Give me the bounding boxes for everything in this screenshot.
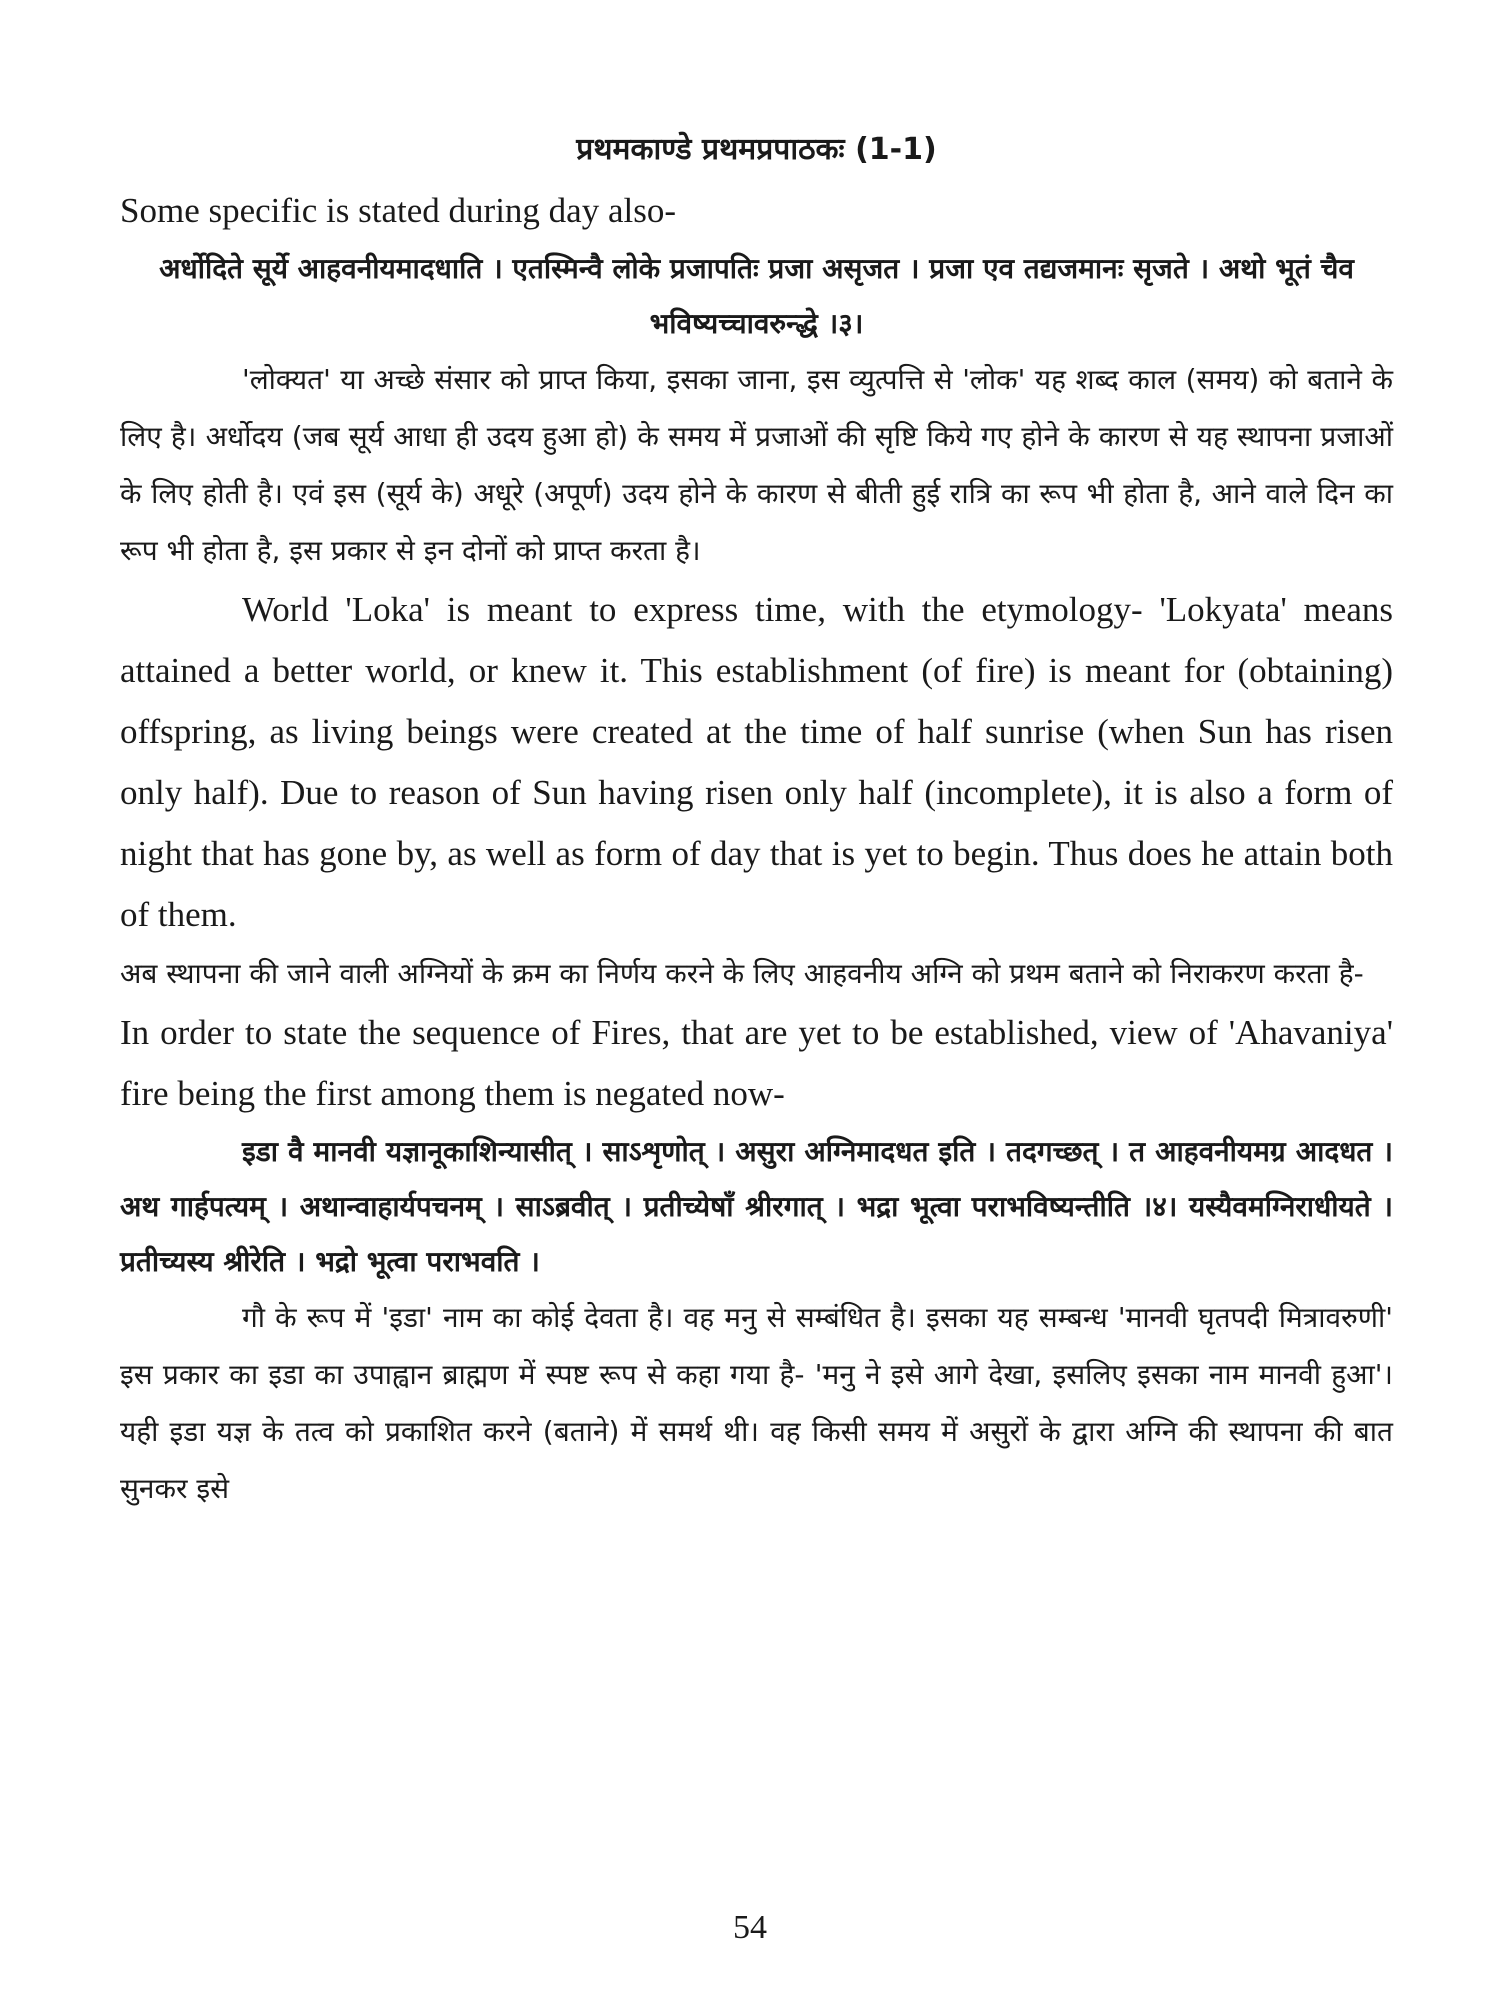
sanskrit-mantra-4: इडा वै मानवी यज्ञानूकाशिन्यासीत् । साऽशृणोत् । असुरा अग्निमादधत इति । तदगच्छत् । त आहवनीयमग्र आदधत । अथ गार्हपत्यम् । अथान्वाहार्यपचनम् । साऽब्रवीत् । प्रतीच्येषाँ श्रीरगात् । भद्रा भूत्वा पराभविष्यन्तीति ।४। यस्यैवमग्निराधीयते । प्रतीच्यस्य श्रीरेति । भद्रो भूत्वा पराभवति । <box>120 1135 1393 1278</box>
english-commentary-1: World 'Loka' is meant to express time, with the etymology- 'Lokyata' means attained a better world, or knew it. This establishment (of fire) is meant for (obtaining) offspring, as living beings were created at the time of half sunrise (when Sun has risen only half). Due to reason of Sun having risen only half (incomplete), it is also a form of night that has gone by, as well as form of day that is yet to begin. Thus does he attain both of them. <box>120 590 1393 934</box>
sanskrit-mantra-3: अर्धोदिते सूर्ये आहवनीयमादधाति । एतस्मिन्वै लोके प्रजापतिः प्रजा असृजत । प्रजा एव तद्यजमानः सृजते । अथो भूतं चैव भविष्यच्चावरुन्द्धे ।३। <box>159 252 1354 340</box>
hindi-commentary-1: 'लोक्यत' या अच्छे संसार को प्राप्त किया, इसका जाना, इस व्युत्पत्ति से 'लोक' यह शब्द काल (समय) को बताने के लिए है। अर्धोदय (जब सूर्य आधा ही उदय हुआ हो) के समय में प्रजाओं की सृष्टि किये गए होने के कारण से यह स्थापना प्रजाओं के लिए होती है। एवं इस (सूर्य के) अधूरे (अपूर्ण) उदय होने के कारण से बीती हुई रात्रि का रूप भी होता है, आने वाले दिन का रूप भी होता है, इस प्रकार से इन दोनों को प्राप्त करता है। <box>120 363 1393 567</box>
page-number: 54 <box>733 1909 767 1946</box>
english-intro-2: In order to state the sequence of Fires, that are yet to be established, view of 'Ahavaniya' fire being the first among them is negated now- <box>120 1013 1393 1113</box>
hindi-commentary-2: गौ के रूप में 'इडा' नाम का कोई देवता है। वह मनु से सम्बंधित है। इसका यह सम्बन्ध 'मानवी घृतपदी मित्रावरुणी' इस प्रकार का इडा का उपाह्वान ब्राह्मण में स्पष्ट रूप से कहा गया है- 'मनु ने इसे आगे देखा, इसलिए इसका नाम मानवी हुआ'। यही इडा यज्ञ के तत्व को प्रकाशित करने (बताने) में समर्थ थी। वह किसी समय में असुरों के द्वारा अग्नि की स्थापना की बात सुनकर इसे <box>120 1301 1394 1505</box>
running-header: प्रथमकाण्डे प्रथमप्रपाठकः (1-1) <box>576 132 937 167</box>
hindi-intro-2: अब स्थापना की जाने वाली अग्नियों के क्रम का निर्णय करने के लिए आहवनीय अग्नि को प्रथम बताने को निराकरण करता है- <box>120 957 1364 990</box>
english-intro: Some specific is stated during day also- <box>120 191 676 230</box>
